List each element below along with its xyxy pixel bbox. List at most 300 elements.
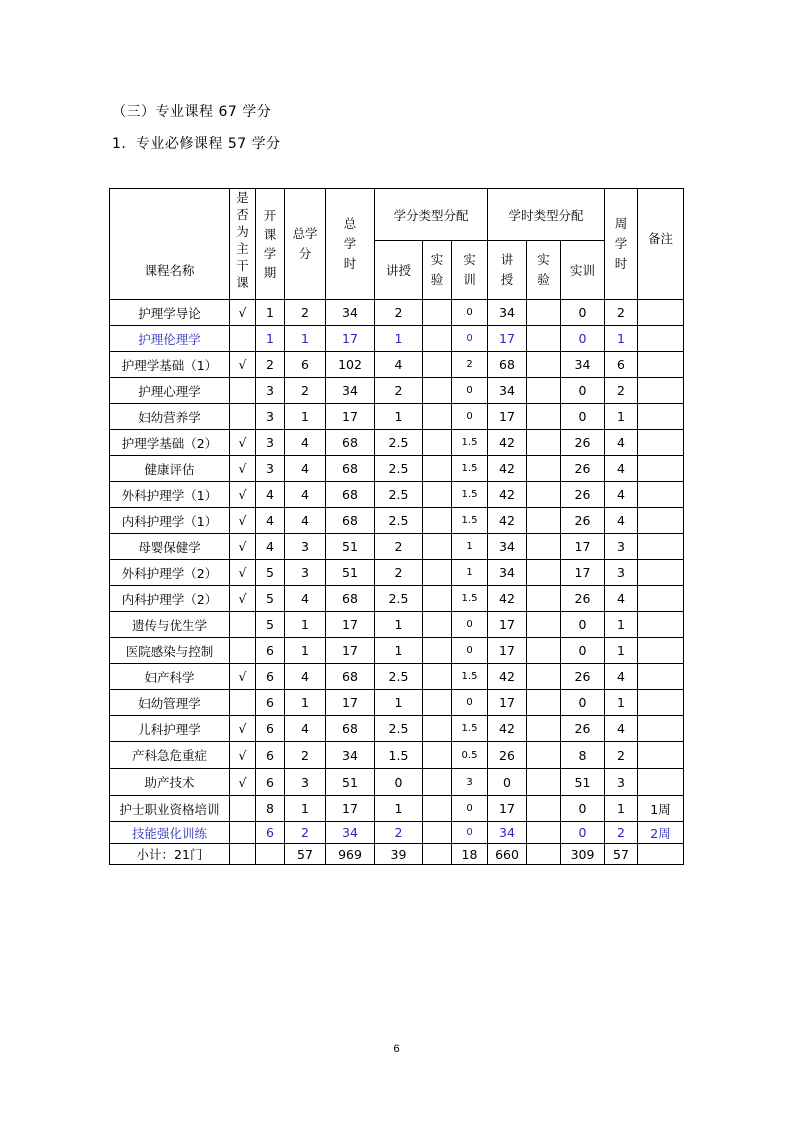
semester-cell: 3 xyxy=(256,456,285,482)
hour-lecture-cell: 0 xyxy=(488,769,527,796)
note-cell xyxy=(638,586,684,612)
credit-lecture-cell: 1 xyxy=(375,326,423,352)
credit-lab-cell xyxy=(423,352,452,378)
credit-lab-cell xyxy=(423,664,452,690)
credit-training-cell: 18 xyxy=(452,844,488,865)
credit-lab-cell xyxy=(423,586,452,612)
header-total-credits: 总学 分 xyxy=(285,189,326,300)
course-name-cell: 妇产科学 xyxy=(110,664,230,690)
course-name-cell: 小计：21门 xyxy=(110,844,230,865)
table-row xyxy=(110,612,684,638)
credit-lab-cell xyxy=(423,844,452,865)
hour-lab-cell xyxy=(527,612,561,638)
table-row xyxy=(110,586,684,612)
hour-training-cell: 26 xyxy=(561,456,605,482)
header-credit-training: 实 训 xyxy=(452,241,488,300)
semester-cell: 1 xyxy=(256,326,285,352)
header-hour-training: 实训 xyxy=(561,241,605,300)
note-cell xyxy=(638,534,684,560)
semester-cell: 8 xyxy=(256,796,285,822)
note-cell xyxy=(638,844,684,865)
credit-lecture-cell: 1.5 xyxy=(375,742,423,769)
course-name-cell: 儿科护理学 xyxy=(110,716,230,742)
credits-cell: 4 xyxy=(285,482,326,508)
credit-lecture-cell: 2 xyxy=(375,822,423,844)
course-name-cell: 护理伦理学 xyxy=(110,326,230,352)
section-heading: （三）专业课程 67 学分 xyxy=(112,104,272,120)
hour-training-cell: 51 xyxy=(561,769,605,796)
hours-cell: 51 xyxy=(326,560,375,586)
hour-lecture-cell: 17 xyxy=(488,612,527,638)
note-cell xyxy=(638,508,684,534)
credit-training-cell: 2 xyxy=(452,352,488,378)
hour-lecture-cell: 42 xyxy=(488,664,527,690)
main-course-cell xyxy=(230,326,256,352)
weekly-hours-cell: 6 xyxy=(605,352,638,378)
semester-cell: 6 xyxy=(256,690,285,716)
hours-cell: 17 xyxy=(326,638,375,664)
credit-training-cell: 0 xyxy=(452,378,488,404)
hours-cell: 68 xyxy=(326,716,375,742)
hour-training-cell: 26 xyxy=(561,664,605,690)
hour-training-cell: 26 xyxy=(561,430,605,456)
credit-lab-cell xyxy=(423,430,452,456)
semester-cell: 4 xyxy=(256,508,285,534)
weekly-hours-cell: 4 xyxy=(605,482,638,508)
hour-lab-cell xyxy=(527,352,561,378)
hour-training-cell: 8 xyxy=(561,742,605,769)
credit-training-cell: 0 xyxy=(452,612,488,638)
table-row xyxy=(110,456,684,482)
weekly-hours-cell: 4 xyxy=(605,716,638,742)
credit-lecture-cell: 1 xyxy=(375,690,423,716)
hour-training-cell: 309 xyxy=(561,844,605,865)
course-name-cell: 内科护理学（1） xyxy=(110,508,230,534)
hours-cell: 68 xyxy=(326,586,375,612)
course-name-cell: 护理学基础（1） xyxy=(110,352,230,378)
hours-cell: 17 xyxy=(326,326,375,352)
note-cell xyxy=(638,690,684,716)
hour-lecture-cell: 17 xyxy=(488,326,527,352)
hour-lecture-cell: 42 xyxy=(488,716,527,742)
course-name-cell: 遗传与优生学 xyxy=(110,612,230,638)
credit-training-cell: 1.5 xyxy=(452,664,488,690)
header-credit-lab: 实 验 xyxy=(423,241,452,300)
credit-training-cell: 1 xyxy=(452,560,488,586)
course-name-cell: 护理学导论 xyxy=(110,300,230,326)
weekly-hours-cell: 3 xyxy=(605,534,638,560)
credit-lab-cell xyxy=(423,508,452,534)
note-cell xyxy=(638,769,684,796)
note-cell xyxy=(638,456,684,482)
credit-training-cell: 0 xyxy=(452,796,488,822)
main-course-cell: √ xyxy=(230,716,256,742)
credit-lecture-cell: 2 xyxy=(375,378,423,404)
credit-lecture-cell: 2.5 xyxy=(375,456,423,482)
note-cell xyxy=(638,612,684,638)
hour-lab-cell xyxy=(527,690,561,716)
page-number: 6 xyxy=(393,1043,400,1055)
main-course-cell: √ xyxy=(230,352,256,378)
hour-lab-cell xyxy=(527,796,561,822)
credit-training-cell: 1.5 xyxy=(452,586,488,612)
hours-cell: 68 xyxy=(326,482,375,508)
credit-lecture-cell: 2.5 xyxy=(375,664,423,690)
hour-lecture-cell: 34 xyxy=(488,300,527,326)
credit-lab-cell xyxy=(423,796,452,822)
table-row xyxy=(110,326,684,352)
header-hour-lecture: 讲 授 xyxy=(488,241,527,300)
credit-training-cell: 0.5 xyxy=(452,742,488,769)
hour-training-cell: 0 xyxy=(561,822,605,844)
table-row xyxy=(110,482,684,508)
semester-cell: 6 xyxy=(256,664,285,690)
hour-lecture-cell: 68 xyxy=(488,352,527,378)
credit-lecture-cell: 2.5 xyxy=(375,482,423,508)
semester-cell: 3 xyxy=(256,404,285,430)
weekly-hours-cell: 1 xyxy=(605,326,638,352)
credit-lecture-cell: 0 xyxy=(375,769,423,796)
table-row xyxy=(110,769,684,796)
course-name-cell: 健康评估 xyxy=(110,456,230,482)
credit-lecture-cell: 4 xyxy=(375,352,423,378)
table-row xyxy=(110,352,684,378)
course-name-cell: 外科护理学（1） xyxy=(110,482,230,508)
credits-cell: 4 xyxy=(285,664,326,690)
note-cell xyxy=(638,352,684,378)
credit-training-cell: 1.5 xyxy=(452,430,488,456)
header-total-hours: 总 学 时 xyxy=(326,189,375,300)
hours-cell: 17 xyxy=(326,796,375,822)
main-course-cell: √ xyxy=(230,586,256,612)
main-course-cell xyxy=(230,638,256,664)
credit-lab-cell xyxy=(423,822,452,844)
hour-lab-cell xyxy=(527,378,561,404)
credit-training-cell: 0 xyxy=(452,638,488,664)
credits-cell: 57 xyxy=(285,844,326,865)
hours-cell: 68 xyxy=(326,508,375,534)
main-course-cell: √ xyxy=(230,430,256,456)
hour-lab-cell xyxy=(527,508,561,534)
hours-cell: 51 xyxy=(326,534,375,560)
hour-training-cell: 0 xyxy=(561,638,605,664)
hour-lecture-cell: 34 xyxy=(488,534,527,560)
credits-cell: 3 xyxy=(285,534,326,560)
credits-cell: 4 xyxy=(285,586,326,612)
hour-training-cell: 17 xyxy=(561,560,605,586)
hour-training-cell: 0 xyxy=(561,326,605,352)
course-name-cell: 护士职业资格培训 xyxy=(110,796,230,822)
hour-training-cell: 0 xyxy=(561,796,605,822)
weekly-hours-cell: 57 xyxy=(605,844,638,865)
semester-cell: 6 xyxy=(256,769,285,796)
semester-cell: 6 xyxy=(256,822,285,844)
semester-cell: 5 xyxy=(256,612,285,638)
table-row xyxy=(110,742,684,769)
credits-cell: 4 xyxy=(285,508,326,534)
hour-lab-cell xyxy=(527,716,561,742)
course-name-cell: 技能强化训练 xyxy=(110,822,230,844)
course-name-cell: 护理心理学 xyxy=(110,378,230,404)
hour-lab-cell xyxy=(527,326,561,352)
hour-lecture-cell: 26 xyxy=(488,742,527,769)
hour-lab-cell xyxy=(527,300,561,326)
semester-cell: 1 xyxy=(256,300,285,326)
credit-lab-cell xyxy=(423,482,452,508)
header-semester: 开 课 学 期 xyxy=(256,189,285,300)
note-cell: 1周 xyxy=(638,796,684,822)
hour-lecture-cell: 34 xyxy=(488,822,527,844)
hour-training-cell: 0 xyxy=(561,690,605,716)
main-course-cell: √ xyxy=(230,769,256,796)
main-course-cell: √ xyxy=(230,456,256,482)
semester-cell: 4 xyxy=(256,534,285,560)
note-cell xyxy=(638,300,684,326)
credits-cell: 1 xyxy=(285,612,326,638)
credit-lecture-cell: 2 xyxy=(375,534,423,560)
credit-lab-cell xyxy=(423,716,452,742)
credit-lecture-cell: 2.5 xyxy=(375,586,423,612)
table-row xyxy=(110,378,684,404)
hour-lecture-cell: 34 xyxy=(488,378,527,404)
semester-cell: 4 xyxy=(256,482,285,508)
hour-lab-cell xyxy=(527,456,561,482)
hour-lecture-cell: 42 xyxy=(488,456,527,482)
credits-cell: 4 xyxy=(285,716,326,742)
credit-lab-cell xyxy=(423,326,452,352)
hour-lab-cell xyxy=(527,769,561,796)
credit-training-cell: 0 xyxy=(452,300,488,326)
hour-lab-cell xyxy=(527,664,561,690)
main-course-cell xyxy=(230,796,256,822)
hour-lab-cell xyxy=(527,638,561,664)
hour-lecture-cell: 17 xyxy=(488,638,527,664)
credit-lab-cell xyxy=(423,638,452,664)
credits-cell: 4 xyxy=(285,430,326,456)
hour-lecture-cell: 17 xyxy=(488,690,527,716)
semester-cell: 6 xyxy=(256,742,285,769)
hour-lecture-cell: 34 xyxy=(488,560,527,586)
credit-training-cell: 0 xyxy=(452,404,488,430)
table-row xyxy=(110,822,684,844)
course-name-cell: 内科护理学（2） xyxy=(110,586,230,612)
main-course-cell: √ xyxy=(230,482,256,508)
table-row xyxy=(110,638,684,664)
table-row xyxy=(110,844,684,865)
hours-cell: 34 xyxy=(326,742,375,769)
credit-training-cell: 0 xyxy=(452,326,488,352)
subsection-heading: 1．专业必修课程 57 学分 xyxy=(112,136,281,152)
hour-lab-cell xyxy=(527,482,561,508)
table-row xyxy=(110,796,684,822)
weekly-hours-cell: 1 xyxy=(605,638,638,664)
table-row xyxy=(110,664,684,690)
hour-lab-cell xyxy=(527,822,561,844)
table-row xyxy=(110,300,684,326)
credit-training-cell: 1.5 xyxy=(452,716,488,742)
course-name-cell: 护理学基础（2） xyxy=(110,430,230,456)
weekly-hours-cell: 2 xyxy=(605,300,638,326)
hour-training-cell: 34 xyxy=(561,352,605,378)
credit-lab-cell xyxy=(423,769,452,796)
course-name-cell: 母婴保健学 xyxy=(110,534,230,560)
course-name-cell: 妇幼营养学 xyxy=(110,404,230,430)
hours-cell: 34 xyxy=(326,300,375,326)
table-row xyxy=(110,430,684,456)
semester-cell: 5 xyxy=(256,586,285,612)
main-course-cell xyxy=(230,404,256,430)
semester-cell: 3 xyxy=(256,378,285,404)
credits-cell: 1 xyxy=(285,690,326,716)
credit-lab-cell xyxy=(423,456,452,482)
hour-lecture-cell: 42 xyxy=(488,508,527,534)
credit-lab-cell xyxy=(423,300,452,326)
course-table xyxy=(109,188,684,865)
main-course-cell: √ xyxy=(230,300,256,326)
credits-cell: 3 xyxy=(285,769,326,796)
course-name-cell: 产科急危重症 xyxy=(110,742,230,769)
hour-training-cell: 26 xyxy=(561,482,605,508)
hour-training-cell: 0 xyxy=(561,300,605,326)
credit-lab-cell xyxy=(423,560,452,586)
table-row xyxy=(110,534,684,560)
table-row xyxy=(110,716,684,742)
hours-cell: 969 xyxy=(326,844,375,865)
hours-cell: 68 xyxy=(326,456,375,482)
note-cell xyxy=(638,404,684,430)
weekly-hours-cell: 1 xyxy=(605,690,638,716)
credit-lecture-cell: 2.5 xyxy=(375,430,423,456)
hour-lecture-cell: 17 xyxy=(488,404,527,430)
hours-cell: 17 xyxy=(326,690,375,716)
hour-lab-cell xyxy=(527,534,561,560)
hours-cell: 102 xyxy=(326,352,375,378)
weekly-hours-cell: 4 xyxy=(605,430,638,456)
credit-training-cell: 1 xyxy=(452,534,488,560)
header-course-name: 课程名称 xyxy=(110,189,230,300)
hour-lab-cell xyxy=(527,844,561,865)
credit-lecture-cell: 2 xyxy=(375,300,423,326)
credits-cell: 1 xyxy=(285,638,326,664)
hour-lab-cell xyxy=(527,430,561,456)
header-hour-lab: 实 验 xyxy=(527,241,561,300)
header-main-course: 是 否 为 主 干 课 xyxy=(230,189,256,300)
hour-lecture-cell: 660 xyxy=(488,844,527,865)
semester-cell: 6 xyxy=(256,638,285,664)
weekly-hours-cell: 1 xyxy=(605,612,638,638)
hour-lab-cell xyxy=(527,560,561,586)
semester-cell: 5 xyxy=(256,560,285,586)
credit-lecture-cell: 1 xyxy=(375,796,423,822)
table-row xyxy=(110,560,684,586)
weekly-hours-cell: 2 xyxy=(605,378,638,404)
credit-training-cell: 1.5 xyxy=(452,482,488,508)
note-cell xyxy=(638,482,684,508)
weekly-hours-cell: 1 xyxy=(605,796,638,822)
weekly-hours-cell: 3 xyxy=(605,560,638,586)
weekly-hours-cell: 2 xyxy=(605,822,638,844)
credit-lecture-cell: 2.5 xyxy=(375,508,423,534)
credits-cell: 2 xyxy=(285,742,326,769)
header-credit-type: 学分类型分配 xyxy=(375,189,488,241)
credit-lab-cell xyxy=(423,378,452,404)
main-course-cell xyxy=(230,822,256,844)
main-course-cell: √ xyxy=(230,534,256,560)
credits-cell: 2 xyxy=(285,822,326,844)
credits-cell: 1 xyxy=(285,326,326,352)
note-cell xyxy=(638,560,684,586)
hour-training-cell: 26 xyxy=(561,508,605,534)
course-name-cell: 医院感染与控制 xyxy=(110,638,230,664)
hours-cell: 34 xyxy=(326,378,375,404)
hour-lab-cell xyxy=(527,742,561,769)
hour-training-cell: 26 xyxy=(561,716,605,742)
header-hour-type: 学时类型分配 xyxy=(488,189,605,241)
semester-cell: 2 xyxy=(256,352,285,378)
weekly-hours-cell: 4 xyxy=(605,586,638,612)
table-row xyxy=(110,690,684,716)
note-cell xyxy=(638,638,684,664)
credit-lecture-cell: 2.5 xyxy=(375,716,423,742)
main-course-cell: √ xyxy=(230,508,256,534)
note-cell: 2周 xyxy=(638,822,684,844)
course-name-cell: 妇幼管理学 xyxy=(110,690,230,716)
credit-lab-cell xyxy=(423,612,452,638)
hour-training-cell: 0 xyxy=(561,612,605,638)
hours-cell: 68 xyxy=(326,664,375,690)
hour-lecture-cell: 42 xyxy=(488,482,527,508)
note-cell xyxy=(638,430,684,456)
note-cell xyxy=(638,742,684,769)
main-course-cell xyxy=(230,612,256,638)
main-course-cell xyxy=(230,690,256,716)
credit-lecture-cell: 2 xyxy=(375,560,423,586)
credits-cell: 6 xyxy=(285,352,326,378)
hour-training-cell: 0 xyxy=(561,378,605,404)
course-name-cell: 助产技术 xyxy=(110,769,230,796)
note-cell xyxy=(638,664,684,690)
course-name-cell: 外科护理学（2） xyxy=(110,560,230,586)
credits-cell: 2 xyxy=(285,300,326,326)
header-credit-lecture: 讲授 xyxy=(375,241,423,300)
hour-lecture-cell: 17 xyxy=(488,796,527,822)
semester-cell: 6 xyxy=(256,716,285,742)
credit-training-cell: 1.5 xyxy=(452,456,488,482)
credit-training-cell: 3 xyxy=(452,769,488,796)
weekly-hours-cell: 4 xyxy=(605,456,638,482)
credits-cell: 3 xyxy=(285,560,326,586)
hour-training-cell: 26 xyxy=(561,586,605,612)
hours-cell: 51 xyxy=(326,769,375,796)
hours-cell: 17 xyxy=(326,612,375,638)
semester-cell xyxy=(256,844,285,865)
credit-lecture-cell: 1 xyxy=(375,612,423,638)
main-course-cell: √ xyxy=(230,742,256,769)
header-note: 备注 xyxy=(638,189,684,300)
weekly-hours-cell: 1 xyxy=(605,404,638,430)
hours-cell: 17 xyxy=(326,404,375,430)
main-course-cell: √ xyxy=(230,560,256,586)
hour-lecture-cell: 42 xyxy=(488,586,527,612)
credit-lab-cell xyxy=(423,404,452,430)
credit-lecture-cell: 1 xyxy=(375,404,423,430)
weekly-hours-cell: 3 xyxy=(605,769,638,796)
credits-cell: 1 xyxy=(285,404,326,430)
hours-cell: 68 xyxy=(326,430,375,456)
credits-cell: 2 xyxy=(285,378,326,404)
course-table-body xyxy=(110,300,684,865)
note-cell xyxy=(638,716,684,742)
